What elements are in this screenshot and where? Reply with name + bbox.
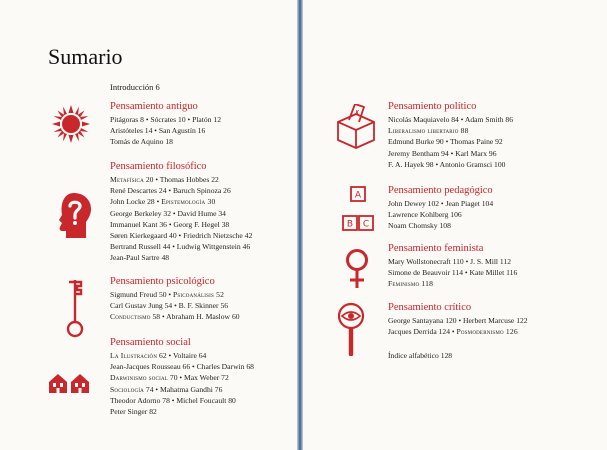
toc-line: Simone de Beauvoir 114 • Kate Millet 116 (388, 268, 518, 278)
section-title: Pensamiento filosófico (110, 161, 207, 172)
abc-blocks-icon (342, 186, 374, 232)
toc-line: George Berkeley 32 • David Hume 34 (110, 208, 226, 218)
toc-line: Peter Singer 82 (110, 407, 157, 417)
toc-line: Tomás de Aquino 18 (110, 137, 173, 147)
toc-line: Jean-Paul Sartre 48 (110, 253, 170, 263)
section-pensamiento-feminista (388, 242, 517, 290)
toc-line: Edmund Burke 90 • Thomas Paine 92 (388, 137, 503, 147)
toc-line (110, 196, 252, 207)
index-entry: Índice alfabético 128 (388, 351, 453, 360)
section-title: Pensamiento pedagógico (388, 185, 493, 196)
section-title: Pensamiento feminista (388, 243, 484, 254)
toc-line: Jeremy Bentham 94 • Karl Marx 96 (388, 148, 497, 158)
section-title: Pensamiento crítico (388, 302, 472, 313)
toc-line (110, 174, 252, 185)
topic-sociologia: Sociología (110, 384, 144, 394)
magnifier-eye-icon (336, 302, 366, 358)
toc-line: John Dewey 102 • Jean Piaget 104 (388, 199, 494, 208)
toc-line: René Descartes 24 • Baruch Spinoza 26 (110, 186, 231, 196)
toc-line-rest: 20 • Thomas Hobbes 22 (143, 175, 219, 184)
toc-line (110, 311, 240, 322)
toc-line: Noam Chomsky 108 (388, 221, 451, 231)
section-title: Pensamiento psicológico (110, 276, 215, 287)
section-pensamiento-antiguo (110, 100, 221, 148)
toc-line: Jean-Jacques Rousseau 66 • Charles Darwin 68 (110, 362, 254, 372)
toc-line: F. A. Hayek 98 • Antonio Gramsci 100 (388, 159, 506, 169)
toc-line (388, 125, 513, 136)
toc-line (110, 384, 254, 395)
toc-line: George Santayana 120 • Herbert Marcuse 122 (388, 316, 528, 325)
block-letter-a: A (354, 190, 362, 201)
toc-line: Nicolás Maquiavelo 84 • Adam Smith 86 (388, 115, 513, 124)
toc-line-rest: 58 • Abraham H. Maslow 60 (150, 312, 240, 322)
toc-line: Mary Wollstonecraft 110 • J. S. Mill 112 (388, 257, 512, 266)
toc-line: Theodor Adorno 78 • Michel Foucault 80 (110, 395, 236, 405)
toc-line-rest: 74 • Mahatma Gandhi 76 (144, 384, 223, 394)
toc-line (388, 278, 517, 289)
houses-icon (48, 372, 92, 394)
topic-posmodernismo: Posmodernismo 126 (456, 327, 518, 337)
block-letter-b: B (346, 219, 354, 230)
toc-line: Immanuel Kant 36 • Georg F. Hegel 38 (110, 219, 230, 229)
toc-line-rest: Jacques Derrida 124 • (388, 327, 457, 337)
topic-epistemologia: Epistemología 30 (161, 197, 216, 207)
section-pensamiento-critico (388, 301, 528, 337)
topic-feminismo: Feminismo 118 (388, 279, 434, 289)
page-title: Sumario (48, 44, 123, 69)
toc-line: Lawrence Kohlberg 106 (388, 210, 462, 220)
section-pensamiento-filosofico (110, 160, 252, 264)
toc-line (110, 289, 240, 300)
toc-line-rest: Sigmund Freud 50 • (110, 290, 173, 299)
toc-line (388, 326, 528, 337)
toc-line: Aristóteles 14 • San Agustín 16 (110, 126, 206, 136)
section-title: Pensamiento social (110, 337, 191, 348)
toc-line: Carl Gustav Jung 54 • B. F. Skinner 56 (110, 301, 229, 311)
intro-entry: Introducción 6 (110, 82, 160, 92)
ballot-box-icon (334, 104, 378, 150)
block-letter-c: C (362, 219, 370, 230)
toc-line-rest: John Locke 28 • (110, 197, 162, 207)
venus-icon (343, 248, 371, 290)
toc-line: Pitágoras 8 • Sócrates 10 • Platón 12 (110, 115, 221, 124)
topic-metafisica: Metafísica (110, 175, 144, 184)
topic-ilustracion: La Ilustración (110, 351, 158, 360)
topic-liberalismo-libertario: Liberalismo libertario 88 (388, 126, 469, 136)
section-title: Pensamiento político (388, 101, 477, 112)
section-title: Pensamiento antiguo (110, 101, 198, 112)
topic-psicoanalisis: Psicoanálisis 52 (173, 290, 225, 299)
section-pensamiento-psicologico (110, 275, 240, 323)
section-pensamiento-social (110, 336, 254, 417)
toc-line: Bertrand Russell 44 • Ludwig Wittgenstein 46 (110, 242, 251, 252)
topic-darwinismo-social: Darwinismo social (110, 373, 169, 383)
toc-line-rest: 70 • Max Weber 72 (168, 373, 229, 383)
section-pensamiento-politico (388, 100, 513, 170)
toc-line: Søren Kierkegaard 40 • Friedrich Nietzsche 42 (110, 231, 253, 241)
toc-line-rest: 62 • Voltaire 64 (157, 351, 207, 360)
toc-line (110, 372, 254, 383)
topic-conductismo: Conductismo (110, 312, 151, 322)
head-question-icon (58, 192, 92, 240)
key-icon (62, 278, 88, 338)
ballot-mark: ✗ (354, 109, 360, 117)
toc-line (110, 350, 254, 361)
sun-icon (51, 104, 91, 144)
section-pensamiento-pedagogico (388, 184, 493, 232)
